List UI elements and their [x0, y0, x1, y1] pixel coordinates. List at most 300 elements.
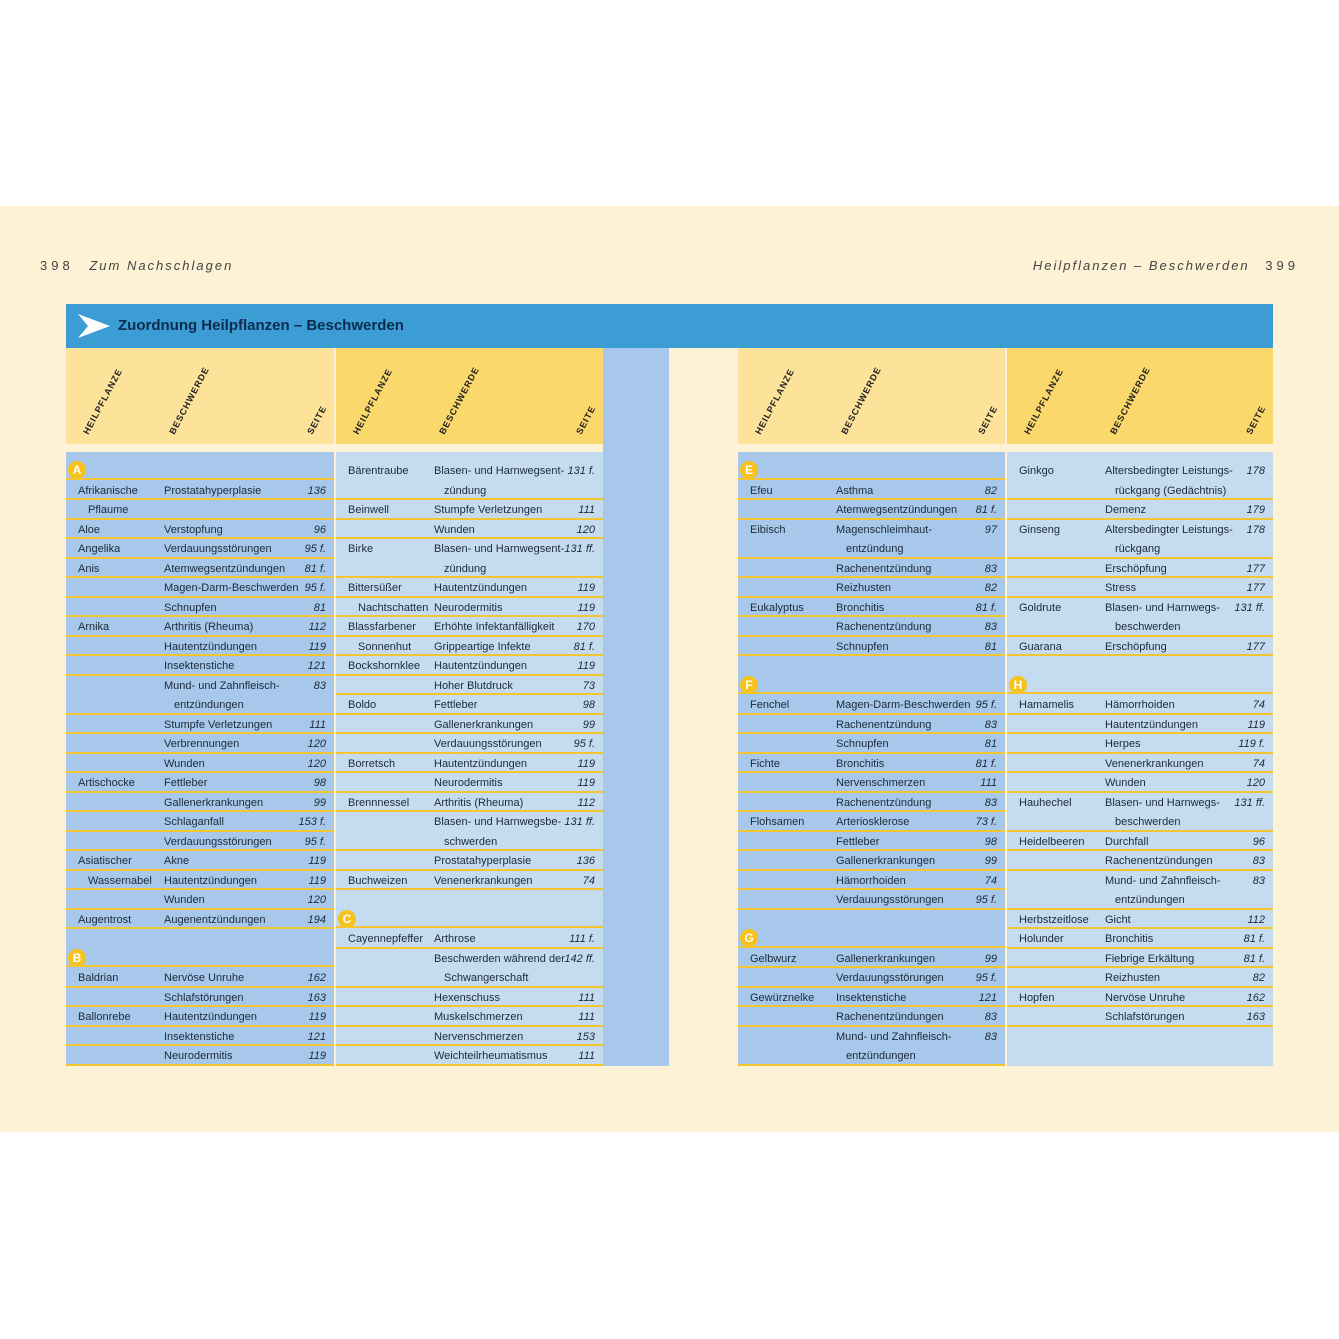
complaint-text: Akne — [164, 855, 190, 867]
page-reference: 95 f. — [975, 972, 997, 984]
complaint-text: Stumpfe Verletzungen — [434, 504, 543, 516]
page-reference: 74 — [984, 874, 997, 887]
spine-gap — [603, 348, 669, 1066]
page-reference: 99 — [313, 796, 326, 809]
complaint-text: Schnupfen — [836, 738, 889, 750]
page-reference: 111 — [578, 1050, 595, 1062]
page-reference: 120 — [1246, 777, 1265, 789]
row-rule — [1007, 1025, 1273, 1027]
page-reference: 95 f. — [304, 582, 326, 594]
complaint-text: Magen-Darm-Beschwerden — [164, 582, 299, 594]
arrow-icon — [78, 312, 110, 340]
table-row — [1007, 480, 1273, 500]
table-row — [66, 870, 334, 890]
complaint-text: Altersbedingter Leistungs- — [1105, 465, 1233, 477]
complaint-text: Blasen- und Harnwegsbe- — [434, 816, 562, 828]
table-row — [738, 792, 1005, 812]
complaint-text: Atemwegsentzündungen — [164, 562, 286, 575]
plant-name: Ginkgo — [1019, 465, 1054, 477]
page-reference: 95 f. — [975, 699, 997, 711]
plant-name: Guarana — [1019, 640, 1062, 653]
complaint-text: entzündungen — [846, 1050, 916, 1062]
table-row — [66, 675, 334, 695]
page-reference: 95 f. — [573, 738, 595, 750]
left-page-number: 398 — [40, 258, 74, 273]
plant-name: Beinwell — [348, 504, 389, 516]
complaint-text: Gallenerkrankungen — [164, 796, 264, 809]
complaint-text: Weichteilrheumatismus — [434, 1050, 548, 1062]
page-reference: 119 — [577, 601, 595, 614]
complaint-text: Insektenstiche — [836, 991, 907, 1004]
complaint-text: Durchfall — [1105, 835, 1149, 848]
complaint-text: entzündungen — [1115, 894, 1185, 906]
table-title: Zuordnung Heilpflanzen – Beschwerden — [118, 317, 404, 334]
page-reference: 111 — [980, 777, 997, 789]
page-reference: 81 f. — [1243, 952, 1265, 965]
table-row — [1007, 694, 1273, 714]
page-reference: 81 f. — [975, 601, 997, 614]
complaint-text: Schlafstörungen — [164, 991, 244, 1004]
complaint-text: Nervöse Unruhe — [164, 972, 245, 984]
page-reference: 120 — [307, 738, 326, 750]
page-reference: 136 — [576, 855, 595, 867]
page-reference: 98 — [984, 835, 997, 848]
page-reference: 82 — [984, 484, 997, 497]
page-reference: 162 — [1246, 991, 1265, 1004]
table-column-4 — [1007, 348, 1273, 1066]
table-column-2 — [336, 348, 603, 1066]
table-row — [66, 519, 334, 539]
table-row — [336, 792, 603, 812]
complaint-text: Altersbedingter Leistungs- — [1105, 523, 1233, 536]
complaint-text: Wunden — [164, 757, 205, 770]
section-letter: A — [68, 461, 86, 479]
page-reference: 153 — [576, 1030, 595, 1043]
complaint-text: Blasen- und Harnwegs- — [1105, 601, 1220, 614]
table-column-1 — [66, 348, 334, 1066]
plant-name: Anis — [78, 562, 100, 575]
table-row — [336, 655, 603, 675]
table-row — [66, 714, 334, 734]
page-header-label: SEITE — [305, 403, 329, 436]
table-row — [738, 948, 1005, 968]
complaint-text: Hautentzündungen — [434, 582, 527, 594]
section-letter: H — [1009, 676, 1027, 694]
table-row — [336, 811, 603, 831]
table-row — [336, 675, 603, 695]
table-row — [1007, 753, 1273, 773]
table-row — [1007, 714, 1273, 734]
table-row — [738, 811, 1005, 831]
table-row — [336, 1045, 603, 1065]
page-reference: 95 f. — [304, 835, 326, 848]
plant-name: Hauhechel — [1019, 796, 1072, 809]
complaint-text: Fettleber — [434, 699, 478, 711]
table-row — [66, 1026, 334, 1046]
table-row — [66, 753, 334, 773]
page-reference: 119 — [308, 640, 326, 653]
plant-name: Asiatischer — [78, 855, 132, 867]
table-row — [1007, 538, 1273, 558]
plant-name: Bockshornklee — [348, 660, 421, 672]
table-row — [66, 558, 334, 578]
complaint-text: Arthritis (Rheuma) — [164, 621, 254, 633]
complaint-text: rückgang (Gedächtnis) — [1115, 484, 1227, 497]
complaint-header-label: BESCHWERDE — [1108, 365, 1153, 436]
section-letter: B — [68, 949, 86, 967]
plant-name: Ginseng — [1019, 523, 1060, 536]
page-reference: 119 — [1247, 718, 1265, 731]
complaint-header-label: BESCHWERDE — [839, 365, 884, 436]
page-reference: 163 — [307, 991, 326, 1004]
table-row — [66, 811, 334, 831]
table-row — [66, 694, 334, 714]
page-reference: 81 f. — [975, 504, 997, 516]
page-reference: 120 — [307, 757, 326, 770]
complaint-text: Erschöpfung — [1105, 562, 1167, 575]
plant-name: Aloe — [78, 523, 101, 536]
table-row — [336, 733, 603, 753]
table-row — [336, 987, 603, 1007]
plant-header-label: HEILPFLANZE — [1022, 366, 1066, 436]
page-reference: 83 — [1252, 855, 1265, 867]
table-row — [336, 616, 603, 636]
complaint-text: beschwerden — [1115, 621, 1181, 633]
page-reference: 111 f. — [569, 933, 595, 945]
complaint-text: Grippeartige Infekte — [434, 640, 531, 653]
table-row — [738, 636, 1005, 656]
table-row — [66, 616, 334, 636]
table-row — [1007, 870, 1273, 890]
table-row — [1007, 850, 1273, 870]
table-row — [336, 499, 603, 519]
plant-name: Eukalyptus — [750, 601, 804, 614]
plant-name: Baldrian — [78, 972, 119, 984]
complaint-text: Fettleber — [836, 835, 880, 848]
page-reference: 96 — [1252, 835, 1265, 848]
complaint-text: Beschwerden während der — [434, 952, 565, 965]
plant-name: Goldrute — [1019, 601, 1062, 614]
complaint-text: schwerden — [444, 835, 498, 848]
complaint-text: beschwerden — [1115, 816, 1181, 828]
table-row — [336, 636, 603, 656]
page-reference: 121 — [978, 991, 997, 1004]
complaint-text: Nervenschmerzen — [434, 1030, 524, 1043]
complaint-text: Gicht — [1105, 913, 1131, 926]
plant-header-label: HEILPFLANZE — [81, 366, 125, 436]
page-reference: 121 — [307, 1030, 326, 1043]
page-reference: 120 — [576, 523, 595, 536]
column-header — [66, 348, 334, 444]
plant-name: Holunder — [1019, 933, 1064, 945]
complaint-text: Schlaganfall — [164, 816, 224, 828]
page-reference: 178 — [1246, 465, 1265, 477]
plant-name: Hamamelis — [1019, 699, 1075, 711]
plant-name: Blassfarbener — [348, 621, 416, 633]
complaint-text: Rachenentzündung — [836, 562, 932, 575]
table-row — [1007, 967, 1273, 987]
left-running-title: Zum Nachschlagen — [89, 258, 234, 273]
complaint-text: Hexenschuss — [434, 991, 501, 1004]
page-reference: 81 f. — [304, 562, 326, 575]
complaint-text: entzündungen — [174, 699, 244, 711]
table-row — [738, 1045, 1005, 1065]
plant-name: Sonnenhut — [358, 640, 412, 653]
complaint-text: Wunden — [164, 894, 205, 906]
table-row — [738, 870, 1005, 890]
complaint-text: Insektenstiche — [164, 1030, 235, 1043]
complaint-header-label: BESCHWERDE — [437, 365, 482, 436]
complaint-text: Gallenerkrankungen — [836, 952, 936, 965]
page-reference: 73 — [582, 679, 595, 692]
page-reference: 119 — [577, 582, 595, 594]
table-row — [738, 1026, 1005, 1046]
page-reference: 112 — [1247, 913, 1265, 926]
table-row — [1007, 733, 1273, 753]
complaint-text: Gallenerkrankungen — [836, 855, 936, 867]
plant-name: Wassernabel — [88, 874, 152, 887]
page-reference: 83 — [984, 796, 997, 809]
page-reference: 96 — [313, 523, 326, 536]
complaint-text: Bronchitis — [1105, 933, 1154, 945]
page-reference: 119 — [577, 757, 595, 770]
page-reference: 111 — [578, 1011, 595, 1023]
complaint-text: Venenerkrankungen — [1105, 757, 1204, 770]
page-reference: 74 — [1252, 699, 1265, 711]
page-reference: 111 — [309, 718, 326, 731]
complaint-text: Hoher Blutdruck — [434, 679, 513, 692]
table-row — [336, 772, 603, 792]
page-reference: 136 — [307, 484, 326, 497]
table-column-3 — [738, 348, 1005, 1066]
plant-name: Bärentraube — [348, 465, 409, 477]
plant-name: Artischocke — [78, 777, 135, 789]
row-rule — [738, 654, 1005, 656]
complaint-text: Fiebrige Erkältung — [1105, 952, 1195, 965]
complaint-text: Reizhusten — [836, 582, 892, 594]
page-reference: 119 — [308, 1011, 326, 1023]
complaint-text: Muskelschmerzen — [434, 1011, 523, 1023]
plant-header-label: HEILPFLANZE — [753, 366, 797, 436]
page-reference: 111 — [578, 991, 595, 1004]
table-row — [738, 480, 1005, 500]
table-row — [738, 694, 1005, 714]
page-reference: 121 — [307, 660, 326, 672]
table-row — [336, 597, 603, 617]
complaint-text: Augenentzündungen — [164, 913, 266, 926]
complaint-text: Blasen- und Harnwegsent- — [434, 465, 565, 477]
complaint-text: Hautentzündungen — [164, 874, 257, 887]
page-reference: 83 — [984, 621, 997, 633]
table-row — [336, 519, 603, 539]
table-row — [738, 889, 1005, 909]
page-reference: 95 f. — [975, 894, 997, 906]
table-row — [1007, 460, 1273, 480]
table-row — [336, 694, 603, 714]
page-reference: 83 — [984, 718, 997, 731]
complaint-text: Hautentzündungen — [164, 640, 257, 653]
complaint-text: Hautentzündungen — [1105, 718, 1198, 731]
plant-name: Bittersüßer — [348, 582, 402, 594]
complaint-text: Verdauungsstörungen — [164, 835, 272, 848]
page-reference: 83 — [984, 1011, 997, 1023]
complaint-text: Neurodermitis — [164, 1050, 233, 1062]
page-reference: 112 — [308, 621, 326, 633]
complaint-text: Asthma — [836, 484, 874, 497]
column-body — [738, 452, 1005, 1066]
complaint-text: Hautentzündungen — [164, 1011, 257, 1023]
complaint-text: Prostatahyperplasie — [434, 855, 532, 867]
page-reference: 111 — [578, 504, 595, 516]
table-row — [336, 948, 603, 968]
table-row — [66, 772, 334, 792]
plant-name: Cayennepfeffer — [348, 933, 424, 945]
plant-name: Fenchel — [750, 699, 790, 711]
page-reference: 119 — [577, 777, 595, 789]
complaint-text: Arteriosklerose — [836, 816, 910, 828]
table-row — [1007, 772, 1273, 792]
plant-name: Ballonrebe — [78, 1011, 131, 1023]
complaint-text: Schnupfen — [164, 601, 217, 614]
plant-name: Birke — [348, 543, 374, 555]
row-rule — [738, 908, 1005, 910]
table-row — [66, 967, 334, 987]
page-reference: 153 f. — [298, 816, 326, 828]
table-row — [738, 499, 1005, 519]
table-row — [66, 655, 334, 675]
complaint-text: Schlafstörungen — [1105, 1011, 1185, 1023]
page-header-label: SEITE — [1244, 403, 1268, 436]
complaint-text: Insektenstiche — [164, 660, 235, 672]
right-running-title: Heilpflanzen – Beschwerden — [1032, 258, 1250, 273]
complaint-text: Erschöpfung — [1105, 640, 1167, 653]
table-row — [738, 577, 1005, 597]
table-row — [336, 538, 603, 558]
page-reference: 81 — [984, 640, 997, 653]
complaint-text: Stumpfe Verletzungen — [164, 718, 273, 731]
row-rule — [738, 1064, 1005, 1066]
page-reference: 81 f. — [573, 640, 595, 653]
page-reference: 162 — [307, 972, 326, 984]
table-row — [1007, 909, 1273, 929]
page-reference: 74 — [1252, 757, 1265, 770]
complaint-text: Neurodermitis — [434, 777, 503, 789]
page-reference: 99 — [984, 952, 997, 965]
plant-name: Afrikanische — [78, 484, 138, 497]
table-row — [66, 850, 334, 870]
plant-name: Gewürznelke — [750, 991, 815, 1004]
table-row — [336, 831, 603, 851]
complaint-header-label: BESCHWERDE — [167, 365, 212, 436]
complaint-text: Rachenentzündungen — [1105, 855, 1213, 867]
table-row — [1007, 616, 1273, 636]
page-reference: 119 f. — [1238, 738, 1265, 750]
page-reference: 83 — [984, 1030, 997, 1043]
page-reference: 177 — [1246, 562, 1265, 575]
page-reference: 177 — [1246, 640, 1265, 653]
table-row — [1007, 811, 1273, 831]
complaint-text: Demenz — [1105, 504, 1146, 516]
plant-name: Hopfen — [1019, 991, 1055, 1004]
table-row — [66, 480, 334, 500]
page-reference: 179 — [1246, 504, 1265, 516]
complaint-text: Mund- und Zahnfleisch- — [164, 679, 280, 692]
plant-name: Efeu — [750, 484, 773, 497]
table-row — [66, 909, 334, 929]
row-rule — [66, 927, 334, 929]
table-row — [336, 850, 603, 870]
page-reference: 83 — [1252, 874, 1265, 887]
table-row — [1007, 636, 1273, 656]
row-rule — [1007, 654, 1273, 656]
row-rule — [66, 1064, 334, 1066]
table-row — [1007, 987, 1273, 1007]
table-row — [1007, 948, 1273, 968]
plant-name: Pflaume — [88, 504, 129, 516]
page-reference: 81 f. — [1243, 933, 1265, 945]
page-reference: 81 — [984, 738, 997, 750]
table-row — [66, 1045, 334, 1065]
table-row — [1007, 519, 1273, 539]
page-reference: 131 ff. — [564, 543, 595, 555]
column-body — [1007, 452, 1273, 1066]
complaint-text: zündung — [444, 484, 487, 497]
complaint-text: Hautentzündungen — [434, 660, 527, 672]
table-row — [1007, 577, 1273, 597]
table-row — [66, 1006, 334, 1026]
table-row — [336, 558, 603, 578]
table-row — [336, 967, 603, 987]
table-row — [738, 967, 1005, 987]
complaint-text: rückgang — [1115, 543, 1161, 555]
column-header — [738, 348, 1005, 444]
book-spread — [0, 206, 1339, 1132]
left-running-header — [30, 258, 233, 273]
plant-name: Flohsamen — [750, 816, 805, 828]
complaint-text: Arthritis (Rheuma) — [434, 796, 524, 809]
complaint-text: Schnupfen — [836, 640, 889, 653]
complaint-text: Herpes — [1105, 738, 1141, 750]
table-row — [738, 616, 1005, 636]
complaint-text: Verdauungsstörungen — [434, 738, 542, 750]
table-row — [1007, 928, 1273, 948]
table-row — [336, 753, 603, 773]
table-row — [738, 753, 1005, 773]
table-row — [1007, 889, 1273, 909]
table-row — [66, 831, 334, 851]
section-letter: E — [740, 461, 758, 479]
table-row — [738, 987, 1005, 1007]
page-header-label: SEITE — [976, 403, 1000, 436]
page-reference: 170 — [576, 621, 595, 633]
complaint-text: Rachenentzündungen — [836, 1011, 944, 1023]
table-row — [66, 577, 334, 597]
table-row — [336, 577, 603, 597]
plant-header-label: HEILPFLANZE — [351, 366, 395, 436]
page-reference: 83 — [313, 679, 326, 692]
table-row — [1007, 597, 1273, 617]
table-row — [66, 636, 334, 656]
complaint-text: Nervöse Unruhe — [1105, 991, 1186, 1004]
complaint-text: Wunden — [1105, 777, 1146, 789]
complaint-text: Magenschleimhaut- — [836, 523, 932, 536]
page-reference: 119 — [577, 660, 595, 672]
plant-name: Augentrost — [78, 913, 132, 926]
complaint-text: Blasen- und Harnwegsent- — [434, 543, 565, 555]
complaint-text: Bronchitis — [836, 601, 885, 614]
plant-name: Boldo — [348, 699, 377, 711]
table-row — [336, 714, 603, 734]
